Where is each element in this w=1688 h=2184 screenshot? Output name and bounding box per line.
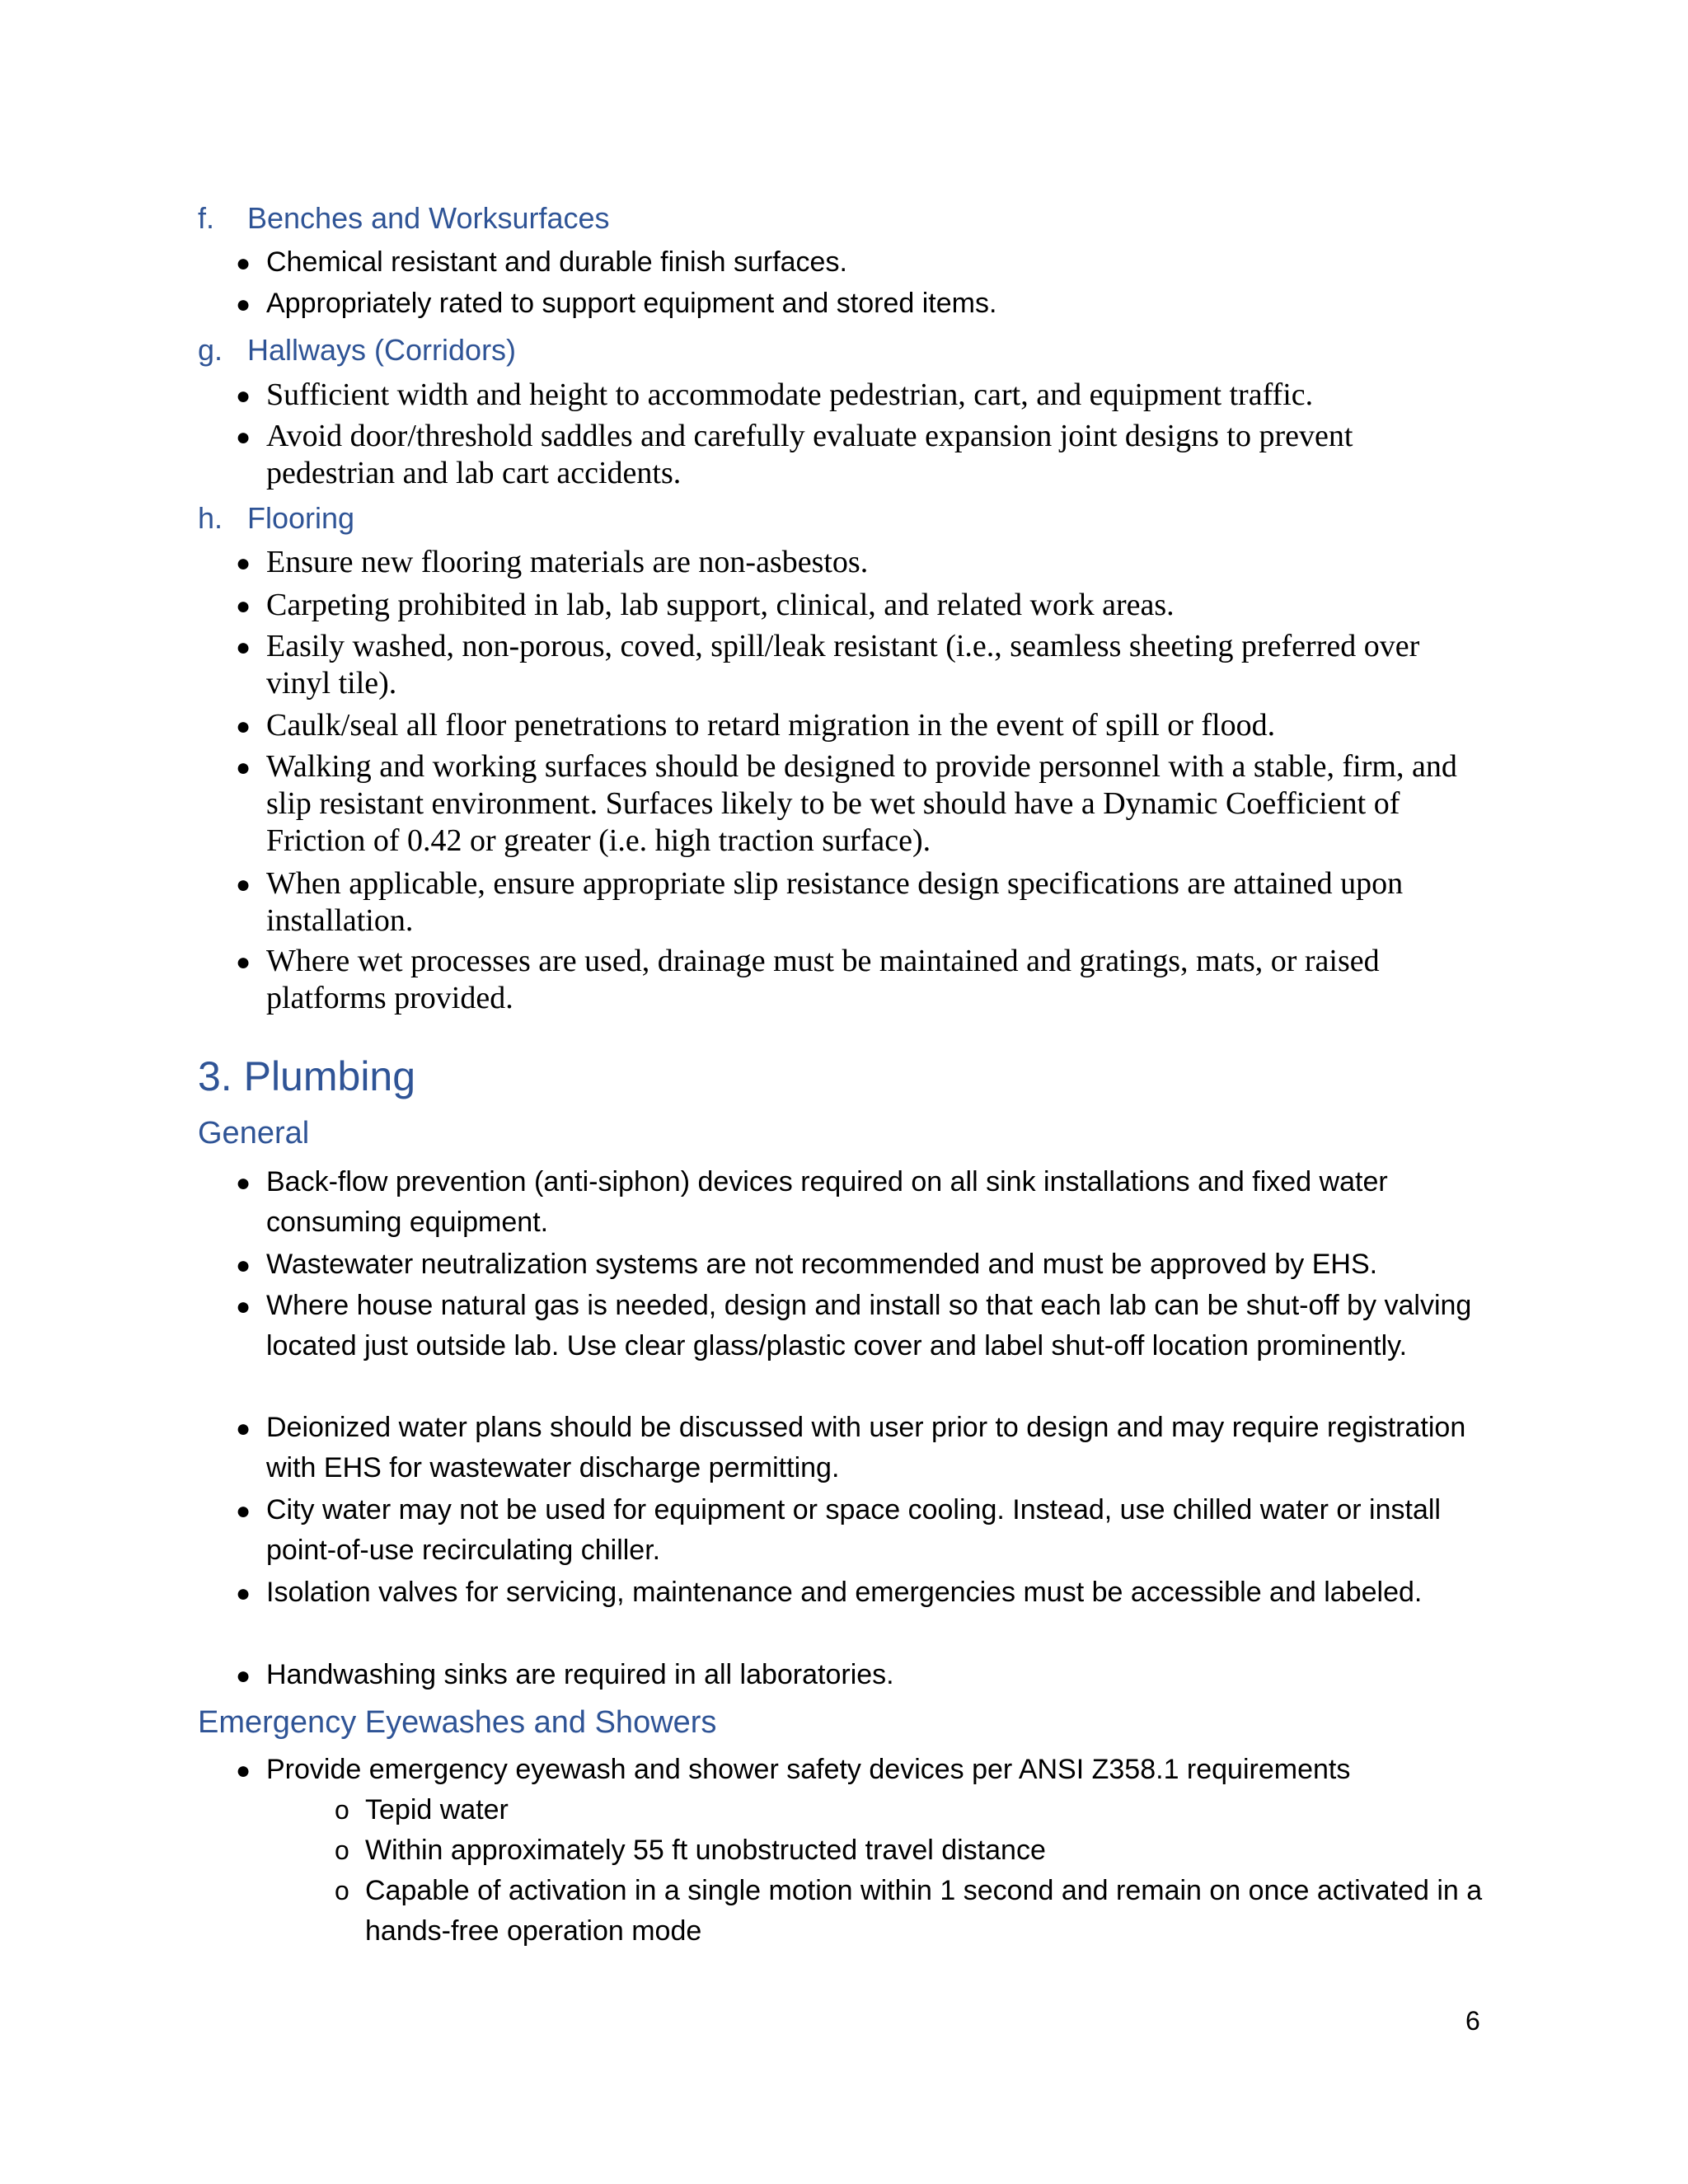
list-item: Where house natural gas is needed, design and install so that each lab can be shut-off by valving located just outside lab. Use clear glass/plastic cover and label shut-off location prominently. [266, 1290, 1472, 1361]
list-item: Deionized water plans should be discussed with user prior to design and may require registration with EHS for wastewater discharge permitting. [266, 1412, 1466, 1483]
bullet-icon: ● [236, 593, 251, 620]
bullet-icon: ● [236, 949, 251, 976]
bullet-icon: ● [236, 713, 251, 740]
list-item: Caulk/seal all floor penetrations to retard migration in the event of spill or flood. [266, 708, 1276, 743]
bullet-icon: ● [236, 1252, 251, 1279]
general-heading: General [198, 1116, 310, 1151]
list-item: Carpeting prohibited in lab, lab support, clinical, and related work areas. [266, 588, 1175, 622]
list-item: Handwashing sinks are required in all laboratories. [266, 1659, 894, 1690]
subsection-f-title: Benches and Worksurfaces [247, 201, 610, 235]
bullet-icon: ● [236, 1757, 251, 1784]
subsection-h-heading [198, 501, 355, 535]
bullet-icon: ● [236, 1662, 251, 1690]
subsection-g-title: Hallways (Corridors) [247, 333, 517, 367]
circle-bullet-icon: o [335, 1835, 349, 1865]
subsection-g-letter: g. [198, 333, 223, 367]
bullet-icon: ● [236, 1415, 251, 1442]
subsection-h-title: Flooring [247, 501, 355, 535]
list-item: Walking and working surfaces should be designed to provide personnel with a stable, firm, and slip resistant environment. Surfaces likely to be wet should have a Dynamic Coefficient of Friction of 0.42 or greater (i.e. high traction surface). [266, 749, 1457, 858]
circle-bullet-icon: o [335, 1795, 349, 1825]
list-item: Isolation valves for servicing, maintenance and emergencies must be accessible and labeled. [266, 1577, 1423, 1608]
bullet-icon: ● [236, 382, 251, 410]
bullet-icon: ● [236, 871, 251, 898]
list-item: Easily washed, non-porous, coved, spill/leak resistant (i.e., seamless sheeting preferred over vinyl tile). [266, 629, 1420, 701]
bullet-icon: ● [236, 1293, 251, 1320]
subsection-f-heading [198, 201, 610, 235]
list-item: Avoid door/threshold saddles and carefully evaluate expansion joint designs to prevent pedestrian and lab cart accidents. [266, 419, 1353, 490]
section-heading-plumbing: 3. Plumbing [198, 1053, 416, 1099]
bullet-icon: ● [236, 291, 251, 318]
bullet-icon: ● [236, 754, 251, 781]
eyewash-heading: Emergency Eyewashes and Showers [198, 1705, 717, 1740]
list-item: When applicable, ensure appropriate slip resistance design specifications are attained upon installation. [266, 866, 1404, 938]
list-item: Wastewater neutralization systems are not recommended and must be approved by EHS. [266, 1249, 1378, 1280]
bullet-icon: ● [236, 1169, 251, 1197]
circle-bullet-icon: o [335, 1876, 349, 1905]
sub-list-item: Capable of activation in a single motion within 1 second and remain on once activated in a hands-free operation mode [365, 1875, 1483, 1947]
bullet-icon: ● [236, 1580, 251, 1607]
bullet-icon: ● [236, 634, 251, 661]
list-item: Where wet processes are used, drainage must be maintained and gratings, mats, or raised platforms provided. [266, 944, 1380, 1015]
list-item: Ensure new flooring materials are non-asbestos. [266, 545, 869, 579]
bullet-icon: ● [236, 1497, 251, 1525]
sub-list-item: Tepid water [365, 1794, 509, 1825]
list-item: Chemical resistant and durable finish surfaces. [266, 246, 847, 278]
subsection-g-heading [198, 335, 516, 365]
sub-list-item: Within approximately 55 ft unobstructed travel distance [365, 1835, 1046, 1866]
subsection-h-letter: h. [198, 501, 223, 535]
list-item: City water may not be used for equipment or space cooling. Instead, use chilled water or install point-of-use recirculating chiller. [266, 1494, 1441, 1566]
list-item: Sufficient width and height to accommodate pedestrian, cart, and equipment traffic. [266, 377, 1314, 412]
list-item: Provide emergency eyewash and shower safety devices per ANSI Z358.1 requirements [266, 1754, 1351, 1785]
list-item: Back-flow prevention (anti-siphon) devices required on all sink installations and fixed water consuming equipment. [266, 1166, 1388, 1238]
list-item: Appropriately rated to support equipment and stored items. [266, 288, 997, 319]
bullet-icon: ● [236, 550, 251, 577]
subsection-f-letter: f. [198, 201, 215, 235]
bullet-icon: ● [236, 424, 251, 451]
page-number: 6 [1465, 2006, 1480, 2036]
bullet-icon: ● [236, 250, 251, 277]
